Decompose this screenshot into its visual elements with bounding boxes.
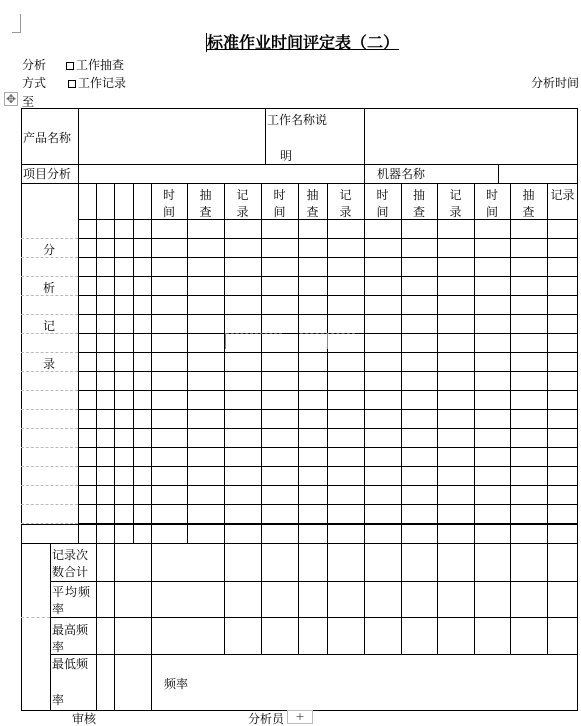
grid-line <box>364 183 365 543</box>
grid-line <box>510 543 511 654</box>
column-header <box>547 187 578 204</box>
option-record[interactable] <box>68 77 126 89</box>
column-header <box>187 187 224 221</box>
checkbox-sampling[interactable] <box>66 62 74 70</box>
column-header-line-1: 记录 <box>550 188 575 202</box>
column-header-line-2: 查 <box>522 205 535 219</box>
grid-line <box>78 485 578 486</box>
grid-line <box>78 409 578 410</box>
review-label: 审核 <box>72 712 97 726</box>
grid-line <box>114 183 115 543</box>
grid-line <box>21 543 578 544</box>
grid-line <box>298 183 299 543</box>
grid-line <box>21 447 78 448</box>
grid-line <box>50 581 578 582</box>
grid-line <box>151 543 152 711</box>
work-name-label: 工作名称说 <box>267 113 328 127</box>
column-header-line-2: 录 <box>236 205 249 219</box>
column-header-line-1: 抽 <box>306 188 319 202</box>
grid-line <box>50 543 51 711</box>
column-header-line-1: 记 <box>449 188 462 202</box>
column-header <box>327 187 364 221</box>
option-sampling[interactable] <box>66 59 124 71</box>
column-header-line-1: 时 <box>162 188 175 202</box>
frequency-label: 频率 <box>164 677 189 691</box>
column-header <box>510 187 547 221</box>
grid-line <box>78 314 578 315</box>
grid-line <box>21 257 78 258</box>
grid-line <box>261 543 262 654</box>
add-row-button[interactable] <box>287 710 313 724</box>
grid-line <box>21 371 78 372</box>
grid-line <box>78 257 578 258</box>
section-label-2: 析 <box>43 281 56 295</box>
work-name-label-cont: 明 <box>280 149 293 163</box>
grid-line <box>401 543 402 654</box>
column-header-line-1: 时 <box>273 188 286 202</box>
grid-line <box>21 485 78 486</box>
grid-line <box>78 183 79 543</box>
grid-line <box>327 543 328 654</box>
add-icon: + <box>295 710 305 723</box>
column-header-line-1: 时 <box>376 188 389 202</box>
grid-line <box>224 183 225 543</box>
grid-line <box>21 428 78 429</box>
to-label: 至 <box>22 95 35 109</box>
option-record-label: 工作记录 <box>78 76 127 90</box>
grid-line <box>50 654 578 655</box>
column-header <box>224 187 261 221</box>
summary-avg-freq: 平均频率 <box>52 585 92 616</box>
option-sampling-label: 工作抽查 <box>76 58 125 72</box>
grid-line <box>21 295 78 296</box>
column-header <box>261 187 298 221</box>
grid-line <box>78 371 578 372</box>
column-header-line-2: 间 <box>485 205 498 219</box>
grid-line <box>547 183 548 543</box>
grid-line <box>327 183 328 543</box>
grid-line <box>78 466 578 467</box>
column-header-line-2: 查 <box>199 205 212 219</box>
selection-marker <box>226 333 282 334</box>
grid-line <box>114 543 115 711</box>
grid-line <box>21 352 78 353</box>
grid-line <box>21 314 78 315</box>
grid-line <box>187 183 188 543</box>
page-title[interactable]: 标准作业时间评定表（二） <box>207 33 400 52</box>
grid-line <box>78 295 578 296</box>
grid-line <box>21 390 78 391</box>
column-header <box>298 187 327 221</box>
grid-line <box>437 543 438 654</box>
column-header <box>474 187 510 221</box>
column-header-line-1: 抽 <box>199 188 212 202</box>
column-header-line-2: 查 <box>306 205 319 219</box>
summary-min-freq: 最低频 <box>52 657 89 671</box>
column-header-line-2: 间 <box>376 205 389 219</box>
table-move-handle-icon[interactable]: ✥ <box>6 92 17 106</box>
grid-line <box>474 183 475 543</box>
checkbox-record[interactable] <box>68 80 76 88</box>
summary-count-total: 记录次数合计 <box>52 548 89 579</box>
grid-line <box>437 183 438 543</box>
column-header <box>364 187 401 221</box>
column-header <box>151 187 187 221</box>
grid-line <box>78 238 578 239</box>
grid-line <box>298 543 299 654</box>
column-header-line-2: 录 <box>339 205 352 219</box>
grid-line <box>261 183 262 543</box>
grid-line <box>21 466 78 467</box>
summary-min-freq-cont: 率 <box>52 693 65 707</box>
grid-line <box>133 183 134 543</box>
section-label-3: 记 <box>43 319 56 333</box>
product-name-label: 产品名称 <box>23 131 72 145</box>
grid-line <box>78 390 578 391</box>
grid-line <box>21 409 78 410</box>
grid-line <box>401 183 402 543</box>
grid-line <box>151 183 152 543</box>
grid-line <box>21 524 578 525</box>
page-corner-marker <box>12 14 21 33</box>
project-analysis-label: 项目分析 <box>23 167 72 181</box>
analysis-time-label: 分析时间 <box>531 76 580 90</box>
grid-line <box>510 183 511 543</box>
machine-name-label: 机器名称 <box>377 167 426 181</box>
analyst-label: 分析员 <box>248 712 285 726</box>
column-header-line-1: 记 <box>339 188 352 202</box>
grid-line <box>21 238 78 239</box>
column-header-line-1: 时 <box>485 188 498 202</box>
grid-line <box>474 543 475 654</box>
grid-line <box>96 183 97 543</box>
grid-line <box>50 617 578 618</box>
grid-line <box>21 276 78 277</box>
grid-line <box>364 543 365 654</box>
grid-line <box>78 276 578 277</box>
column-header-line-2: 查 <box>412 205 425 219</box>
grid-line <box>78 504 578 505</box>
grid-line <box>21 333 78 334</box>
grid-line <box>78 352 578 353</box>
column-header-line-1: 抽 <box>522 188 535 202</box>
summary-max-freq: 最高频率 <box>52 623 89 654</box>
column-header-line-2: 间 <box>162 205 175 219</box>
column-header <box>401 187 437 221</box>
section-label-1: 分 <box>43 243 56 257</box>
grid-line <box>21 504 78 505</box>
column-header <box>437 187 474 221</box>
grid-line <box>224 543 225 654</box>
grid-line <box>96 543 97 711</box>
section-label-4: 录 <box>43 357 56 371</box>
grid-line <box>21 617 50 618</box>
column-header-line-1: 抽 <box>412 188 425 202</box>
grid-line <box>547 543 548 654</box>
column-header-line-1: 记 <box>236 188 249 202</box>
grid-line <box>78 447 578 448</box>
column-header-line-2: 录 <box>449 205 462 219</box>
grid-line <box>78 428 578 429</box>
method-label-2: 方式 <box>22 76 47 90</box>
column-header-line-2: 间 <box>273 205 286 219</box>
method-label-1: 分析 <box>22 58 47 72</box>
